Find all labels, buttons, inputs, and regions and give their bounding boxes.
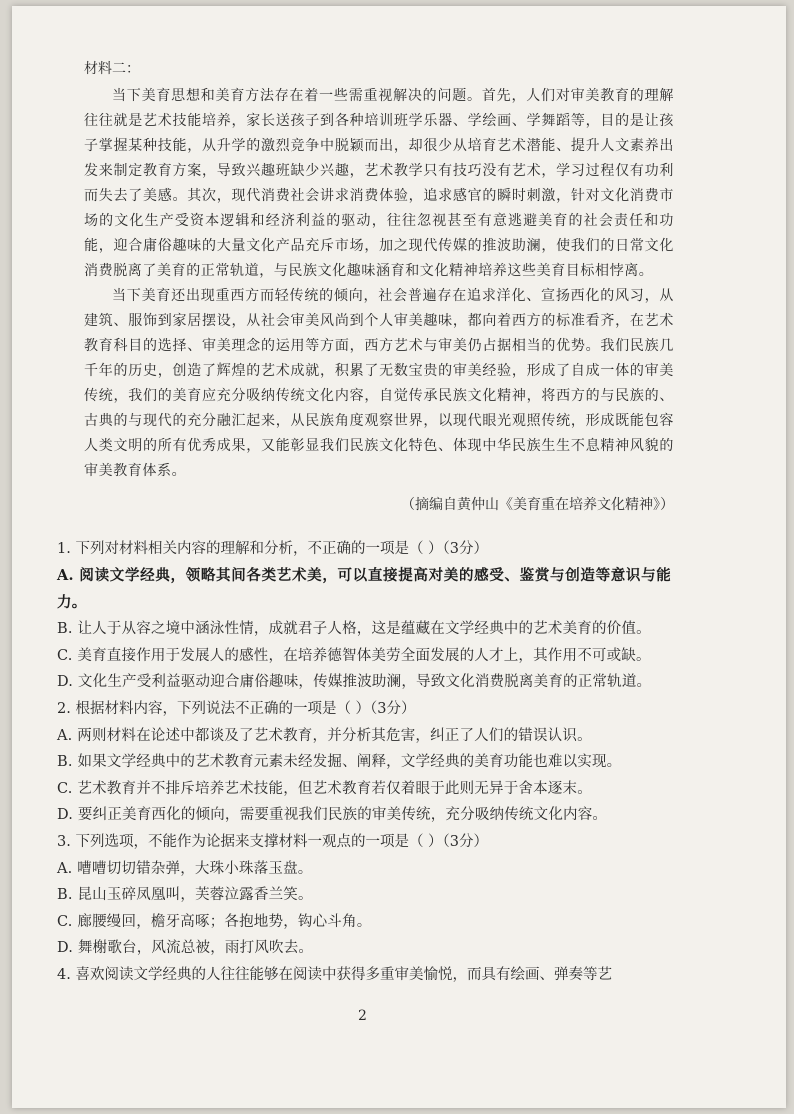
option-c: C. 艺术教育并不排斥培养艺术技能，但艺术教育若仅着眼于此则无异于舍本逐末。 <box>57 780 592 797</box>
option-d: D. 文化生产受利益驱动迎合庸俗趣味，传媒推波助澜，导致文化消费脱离美育的正常轨道。 <box>57 674 652 690</box>
question-1 <box>57 536 671 696</box>
material-paragraph-1: 当下美育思想和美育方法存在着一些需重视解决的问题。首先，人们对审美教育的理解往往就是艺术技能培养，家长送孩子到各种培训班学乐器、学绘画、学舞蹈等，目的是让孩子掌握某种技能，从升学的激烈竞争中脱颖而出，却很少从培育艺术潜能、提升人文素养出发来制定教育方案，导致兴趣班缺少兴趣，艺术教学只有技巧没有艺术，学习过程仅有功利而失去了美感。其次，现代消费社会讲求消费体验，追求感官的瞬时刺激，针对文化消费市场的文化生产受资本逻辑和经济利益的驱动，往往忽视甚至有意逃避美育的社会责任和功能，迎合庸俗趣味的大量文化产品充斥市场，加之现代传媒的推波助澜，使我们的日常文化消费脱离了美育的正常轨道，与民族文化趣味涵育和文化精神培养这些美育目标相悖离。 <box>84 88 674 279</box>
material-paragraph-2: 当下美育还出现重西方而轻传统的倾向，社会普遍存在追求洋化、宣扬西化的风习，从建筑、服饰到家居摆设，从社会审美风尚到个人审美趣味，都向着西方的标准看齐，在艺术教育科目的选择、审美理念的运用等方面，西方艺术与审美仍占据相当的优势。我们民族几千年的历史，创造了辉煌的艺术成就，积累了无数宝贵的审美经验，形成了自成一体的审美传统，我们的美育应充分吸纳传统文化内容，自觉传承民族文化精神，将西方的与民族的、古典的与现代的充分融汇起来，从民族角度观察世界，以现代眼光观照传统，形成既能包容人类文明的所有优秀成果，又能彰显我们民族文化特色、体现中华民族生生不息精神风貌的审美教育体系。 <box>84 288 674 479</box>
option-d: D. 舞榭歌台，风流总被，雨打风吹去。 <box>57 940 314 956</box>
option-b: B. 如果文学经典中的艺术教育元素未经发掘、阐释，文学经典的美育功能也难以实现。 <box>57 754 622 770</box>
document-page <box>12 6 786 1108</box>
option-b: B. 让人于从容之境中涵泳性情，成就君子人格，这是蕴藏在文学经典中的艺术美育的价值。 <box>57 621 651 637</box>
question-2 <box>57 696 671 829</box>
option-c: C. 廊腰缦回，檐牙高啄；各抱地势，钩心斗角。 <box>57 913 372 930</box>
question-stem: 1. 下列对材料相关内容的理解和分析，不正确的一项是（ ）（3分） <box>57 541 489 557</box>
option-b: B. 昆山玉碎凤凰叫，芙蓉泣露香兰笑。 <box>57 887 313 903</box>
material-heading: 材料二： <box>84 61 140 77</box>
page-number: 2 <box>358 1008 367 1024</box>
material-section <box>84 58 674 514</box>
question-stem: 2. 根据材料内容，下列说法不正确的一项是（ ）（3分） <box>57 700 416 717</box>
option-c: C. 美育直接作用于发展人的感性，在培养德智体美劳全面发展的人才上，其作用不可或缺。 <box>57 647 651 664</box>
material-source: （摘编自黄仲山《美育重在培养文化精神》） <box>401 497 674 513</box>
question-4 <box>57 962 671 989</box>
option-a: A. 阅读文学经典，领略其间各类艺术美，可以直接提高对美的感受、鉴赏与创造等意识与能力。 <box>57 567 671 611</box>
question-stem: 3. 下列选项，不能作为论据来支撑材料一观点的一项是（ ）（3分） <box>57 833 489 850</box>
question-stem: 4. 喜欢阅读文学经典的人往往能够在阅读中获得多重审美愉悦，而具有绘画、弹奏等艺 <box>57 966 612 983</box>
option-d: D. 要纠正美育西化的倾向，需要重视我们民族的审美传统，充分吸纳传统文化内容。 <box>57 807 608 823</box>
option-a: A. 嘈嘈切切错杂弹，大珠小珠落玉盘。 <box>57 860 313 877</box>
question-3 <box>57 829 671 962</box>
questions-section <box>57 536 671 989</box>
option-a: A. 两则材料在论述中都谈及了艺术教育，并分析其危害，纠正了人们的错误认识。 <box>57 727 592 744</box>
